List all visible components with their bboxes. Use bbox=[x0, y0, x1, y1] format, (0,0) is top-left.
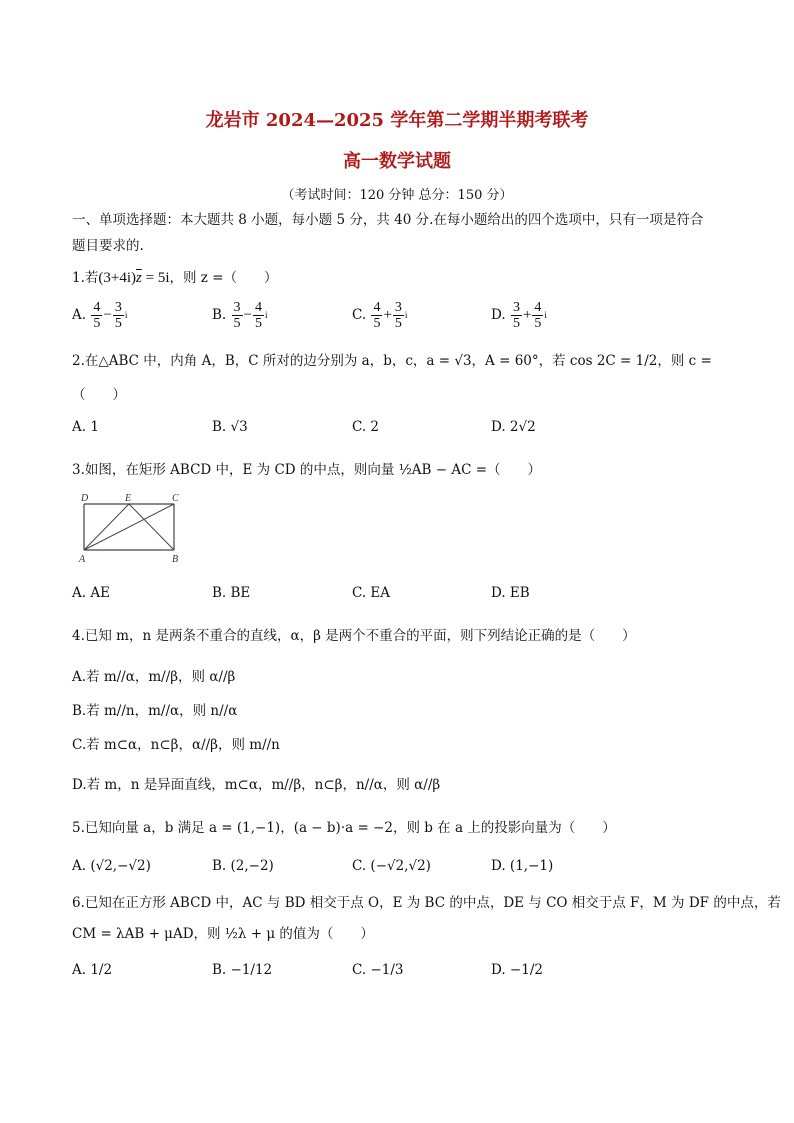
q6-option-a[interactable]: A. 1/2 bbox=[72, 962, 113, 978]
q1-suffix: ，则 z =（ ） bbox=[169, 270, 278, 286]
q3-option-c[interactable]: C. EA bbox=[352, 585, 391, 601]
q4-option-c[interactable]: C.若 m⊂α，n⊂β，α//β，则 m//n bbox=[72, 737, 280, 753]
q2-option-a[interactable]: A. 1 bbox=[72, 419, 99, 435]
q6-option-b[interactable]: B. −1/12 bbox=[212, 962, 273, 978]
question-6-stem: 6.已知在正方形 ABCD 中，AC 与 BD 相交于点 O，E 为 BC 的中点，DE 与 CO 相交于点 F，M 为 DF 的中点，若 bbox=[72, 895, 781, 911]
exam-title: 龙岩市 2024—2025 学年第二学期半期考联考 bbox=[205, 110, 589, 131]
q2-option-d[interactable]: D. 2√2 bbox=[491, 419, 536, 435]
label-C: C bbox=[172, 493, 179, 504]
label-A: A bbox=[79, 554, 86, 564]
q4-option-a[interactable]: A.若 m//α，m//β，则 α//β bbox=[72, 669, 236, 685]
q1-prefix: 1.若 bbox=[72, 270, 99, 286]
q4-option-d[interactable]: D.若 m，n 是异面直线，m⊂α，m//β，n⊂β，n//α，则 α//β bbox=[72, 777, 441, 793]
q3-option-d[interactable]: D. EB bbox=[491, 585, 530, 601]
q1-option-a[interactable]: A. $\frac{4}{5}$ − $\frac{3}{5}$ i bbox=[72, 300, 128, 331]
question-4-stem: 4.已知 m，n 是两条不重合的直线，α，β 是两个不重合的平面，则下列结论正确的是（ ） bbox=[72, 628, 636, 644]
question-3-stem: 3.如图，在矩形 ABCD 中，E 为 CD 的中点，则向量 ½AB − AC =（ ） bbox=[72, 462, 542, 478]
q5-option-d[interactable]: D. (1,−1) bbox=[491, 858, 554, 874]
q6-option-d[interactable]: D. −1/2 bbox=[491, 962, 543, 978]
q1-option-d[interactable]: D. $\frac{3}{5}$ + $\frac{4}{5}$ i bbox=[491, 300, 547, 331]
exam-subtitle: 高一数学试题 bbox=[343, 151, 451, 172]
q6-option-c[interactable]: C. −1/3 bbox=[352, 962, 404, 978]
question-5-stem: 5.已知向量 a，b 满足 a = (1,−1)，(a − b)·a = −2，则 b 在 a 上的投影向量为（ ） bbox=[72, 820, 616, 836]
label-D: D bbox=[81, 493, 89, 504]
q2-option-c[interactable]: C. 2 bbox=[352, 419, 380, 435]
q1-option-b[interactable]: B. $\frac{3}{5}$ − $\frac{4}{5}$ i bbox=[212, 300, 268, 331]
question-2-stem-cont: （ ） bbox=[72, 387, 126, 403]
question-2-stem: 2.在△ABC 中，内角 A，B，C 所对的边分别为 a，b，c，a = √3，A = 60°，若 cos 2C = 1/2，则 c = bbox=[72, 353, 712, 369]
exam-info: （考试时间：120 分钟 总分：150 分） bbox=[281, 188, 513, 203]
q2-option-b[interactable]: B. √3 bbox=[212, 419, 248, 435]
question-1-stem: 1.若$(3+4i)\overline{z} = 5i$，则 z =（ ） bbox=[72, 270, 278, 286]
q4-option-b[interactable]: B.若 m//n，m//α，则 n//α bbox=[72, 703, 238, 719]
section-instructions-line1: 一、单项选择题：本大题共 8 小题，每小题 5 分，共 40 分.在每小题给出的四个选项中，只有一项是符合 bbox=[72, 212, 704, 228]
q5-option-b[interactable]: B. (2,−2) bbox=[212, 858, 274, 874]
q1-option-c[interactable]: C. $\frac{4}{5}$ + $\frac{3}{5}$ i bbox=[352, 300, 408, 331]
question-6-stem-cont: CM = λAB + μAD，则 ½λ + μ 的值为（ ） bbox=[72, 926, 374, 942]
label-E: E bbox=[125, 493, 132, 504]
section-instructions-line2: 题目要求的. bbox=[72, 238, 144, 254]
label-B: B bbox=[172, 554, 179, 564]
q3-option-b[interactable]: B. BE bbox=[212, 585, 251, 601]
q5-option-c[interactable]: C. (−√2,√2) bbox=[352, 858, 431, 874]
q5-option-a[interactable]: A. (√2,−√2) bbox=[72, 858, 151, 874]
rectangle-figure bbox=[76, 492, 186, 564]
q3-option-a[interactable]: A. AE bbox=[72, 585, 110, 601]
